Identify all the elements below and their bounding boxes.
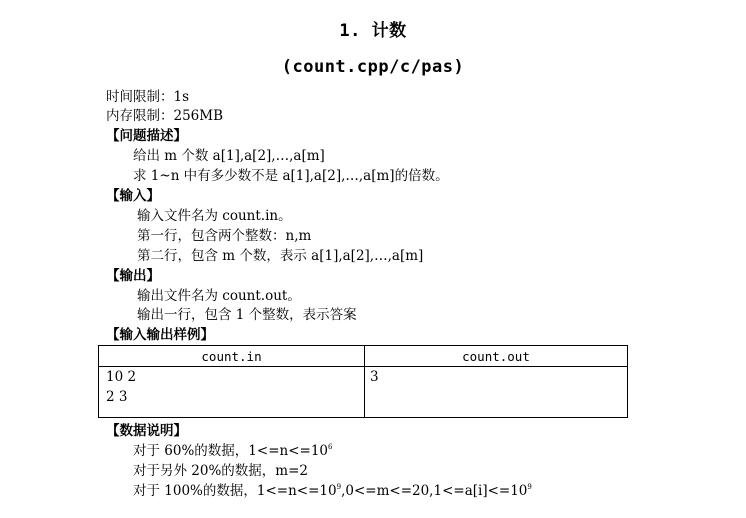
output-line-1: 输出文件名为 count.out。 xyxy=(137,288,301,304)
sample-input-header: count.in xyxy=(201,349,262,364)
data-note-line-2: 对于另外 20%的数据，m=2 xyxy=(133,463,308,479)
sample-heading: 【输入输出样例】 xyxy=(106,327,214,343)
problem-line-1: 给出 m 个数 a[1],a[2],…,a[m] xyxy=(133,148,325,164)
data-note-heading: 【数据说明】 xyxy=(106,423,187,439)
data-note-line-3: 对于 100%的数据，$1<=n<=10^9,0<=m<=20,1<=a[i]<=10^9$ xyxy=(133,483,532,499)
file-names-subtitle: (count.cpp/c/pas) xyxy=(281,57,465,77)
data-note-line-1: 对于 60%的数据，$1<=n<=10^6$ xyxy=(133,443,333,459)
sample-table xyxy=(98,345,628,418)
problem-description-heading: 【问题描述】 xyxy=(106,128,187,144)
input-heading: 【输入】 xyxy=(106,188,160,204)
table-header-divider xyxy=(99,366,627,367)
input-line-1: 输入文件名为 count.in。 xyxy=(137,208,292,224)
input-line-2: 第一行，包含两个整数：n,m xyxy=(137,228,312,244)
problem-title: 1. 计数 xyxy=(339,21,407,41)
problem-line-2: 求 1~n 中有多少数不是 a[1],a[2],…,a[m]的倍数。 xyxy=(133,168,449,184)
output-heading: 【输出】 xyxy=(106,268,160,284)
time-limit: 时间限制：1s xyxy=(106,89,190,105)
memory-limit: 内存限制：256MB xyxy=(106,108,224,124)
output-line-2: 输出一行，包含 1 个整数，表示答案 xyxy=(137,307,357,323)
sample-input-line-2: 2 3 xyxy=(106,389,128,405)
sample-output-header: count.out xyxy=(462,349,530,364)
sample-input-line-1: 10 2 xyxy=(106,369,137,385)
sample-output-line-1: 3 xyxy=(370,369,379,385)
input-line-3: 第二行，包含 m 个数，表示 a[1],a[2],…,a[m] xyxy=(137,248,424,264)
